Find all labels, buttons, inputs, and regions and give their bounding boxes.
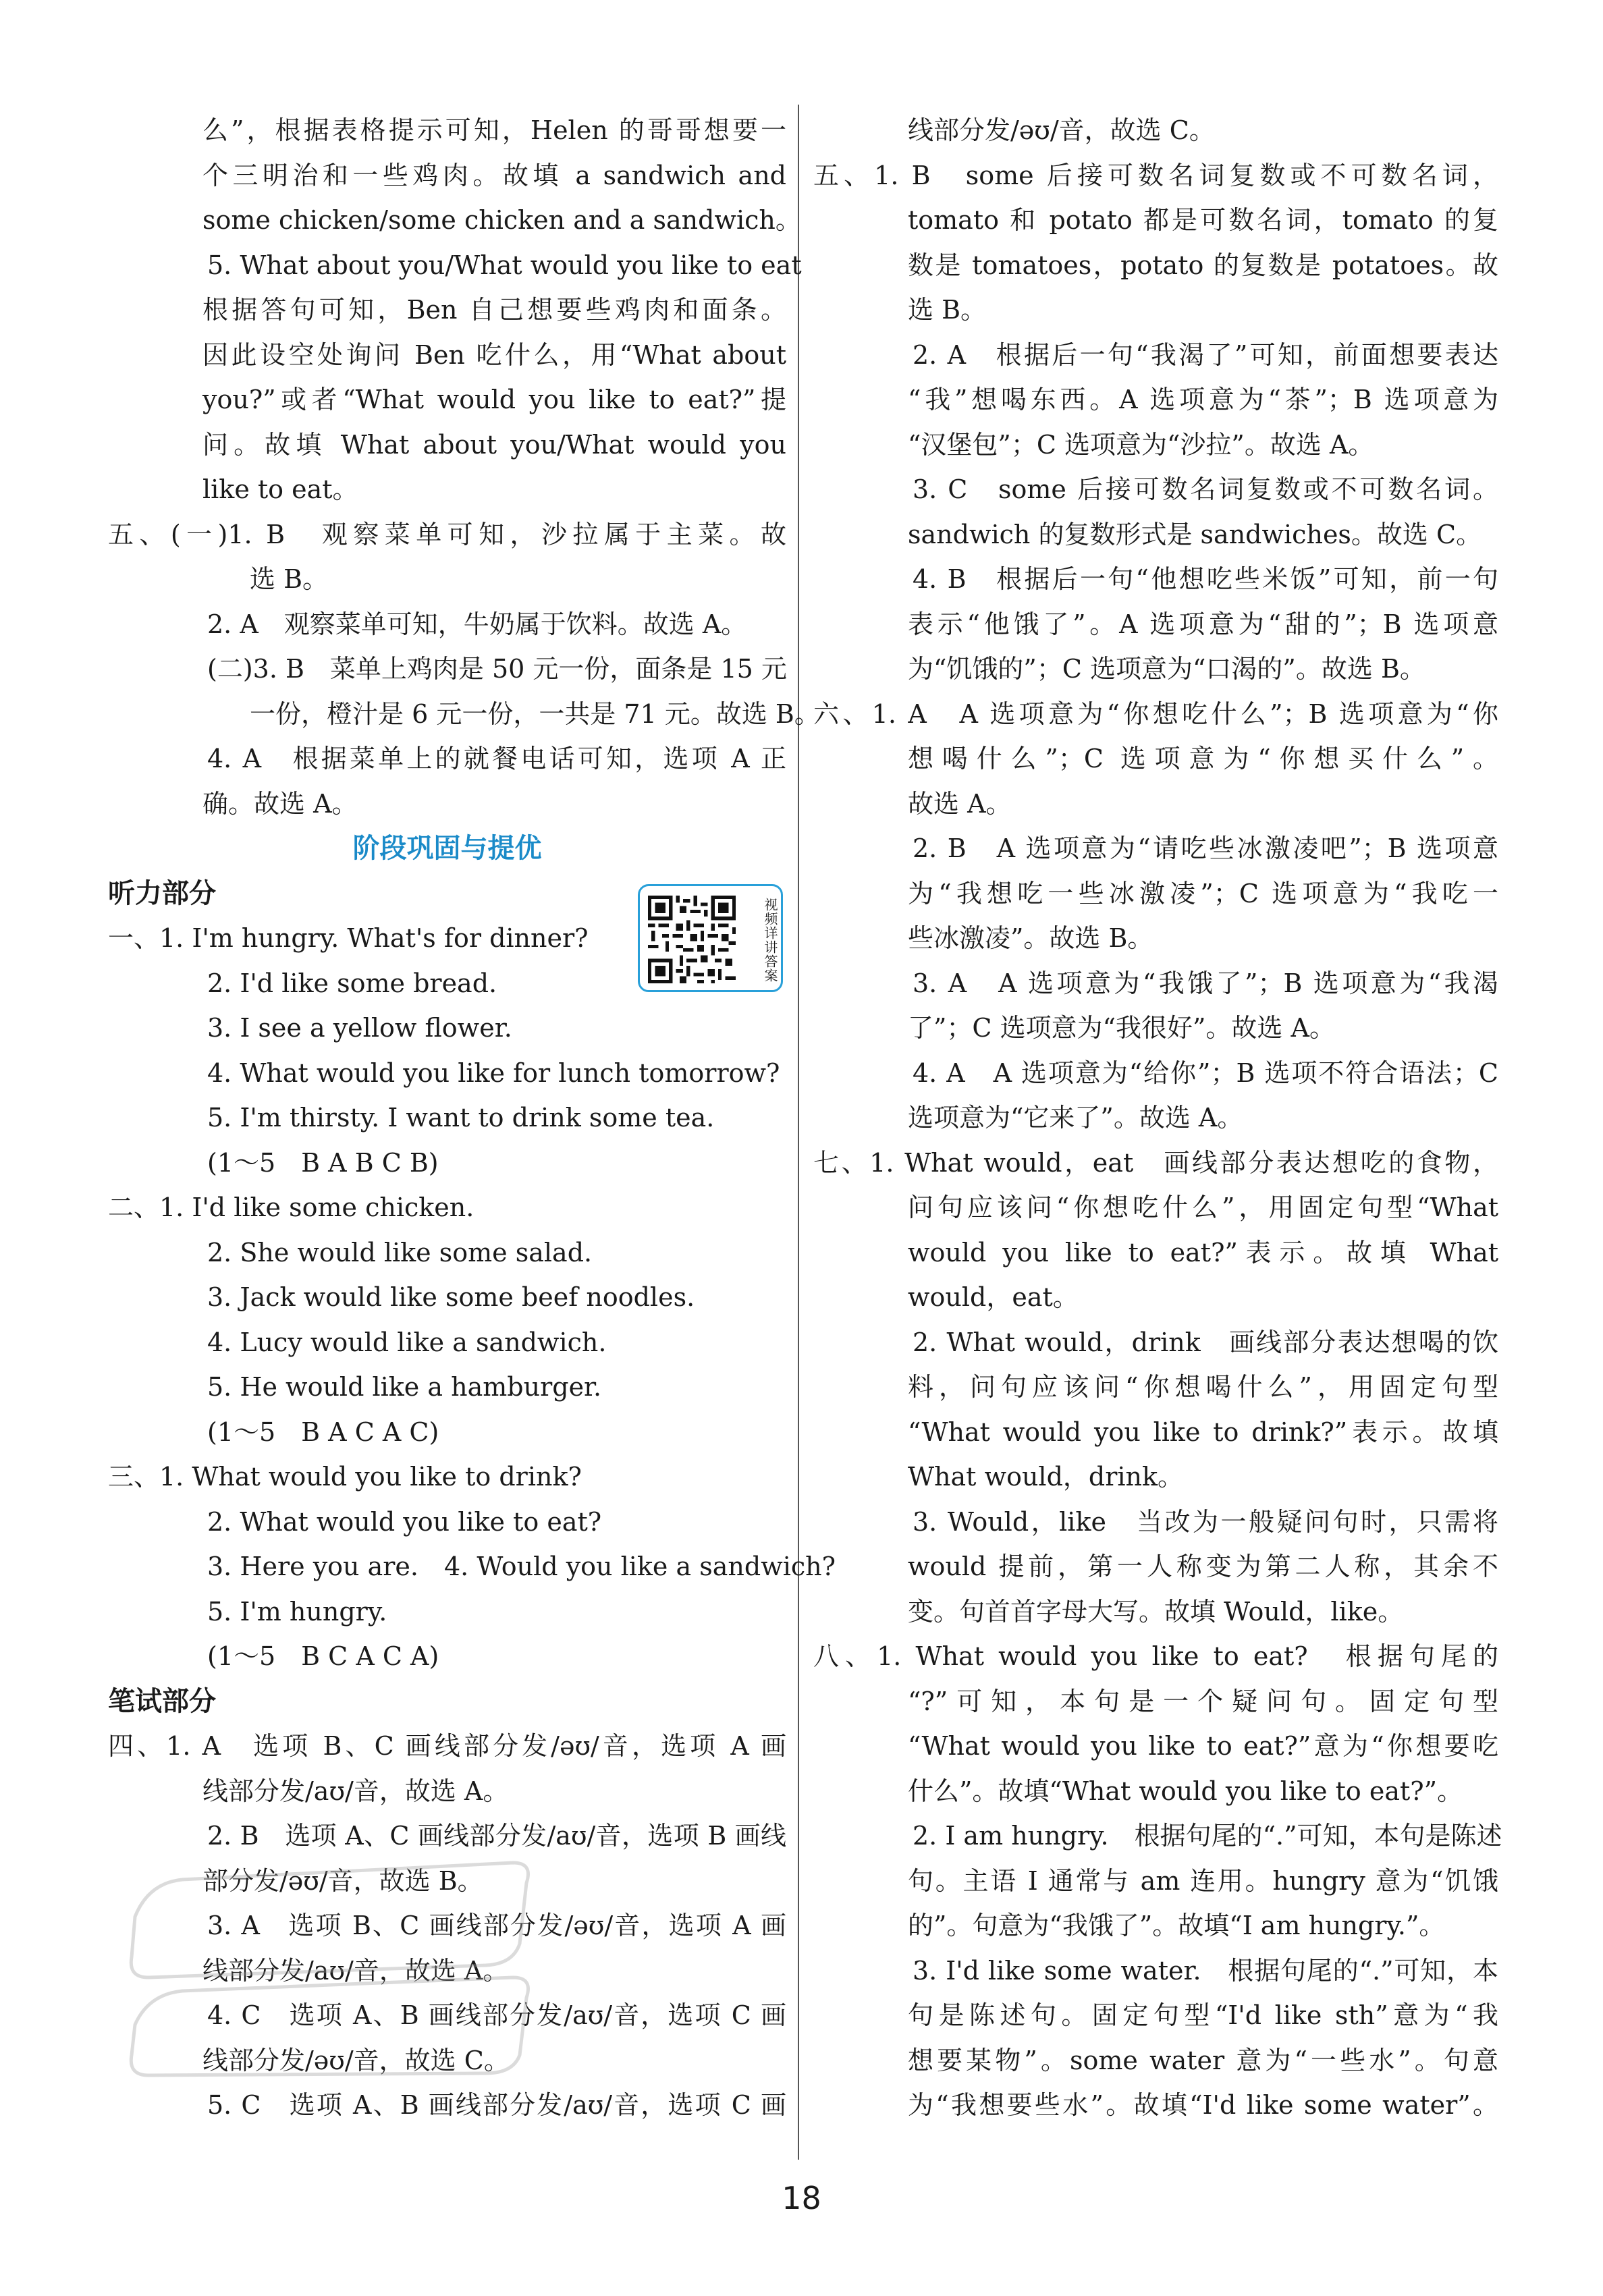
answer-line: 4. Lucy would like a sandwich. — [207, 1327, 607, 1357]
answer-line: 3. I'd like some water. 根据句尾的“.”可知，本 — [913, 1955, 1498, 1986]
answer-line: 五、(一)1. B 观察菜单可知，沙拉属于主菜。故 — [108, 519, 786, 549]
answer-line: 什么”。故填“What would you like to eat?”。 — [908, 1776, 1463, 1806]
answer-line: would，eat。 — [908, 1282, 1079, 1312]
answer-line: 个三明治和一些鸡肉。故填 a sandwich and — [202, 160, 786, 190]
answer-line: 一份，橙汁是 6 元一份，一共是 71 元。故选 B。 — [250, 699, 820, 729]
answer-line: 3. A A 选项意为“我饿了”；B 选项意为“我渴 — [913, 968, 1498, 998]
answer-line: 二、1. I'd like some chicken. — [108, 1193, 474, 1222]
answer-line: 3. Jack would like some beef noodles. — [207, 1282, 695, 1312]
answer-line: (二)3. B 菜单上鸡肉是 50 元一份，面条是 15 元 — [207, 654, 787, 684]
answer-line: “?”可知，本句是一个疑问句。固定句型 — [908, 1686, 1498, 1716]
answer-line: 句是陈述句。固定句型“I'd like sth”意为“我 — [908, 2000, 1498, 2030]
qr-code-icon[interactable] — [648, 896, 736, 983]
answer-line: 3. A 选项 B、C 画线部分发/əʊ/音，选项 A 画 — [207, 1911, 786, 1940]
answer-line: would you like to eat?”表示。故填 What — [908, 1237, 1498, 1267]
answer-line: you?”或者“What would you like to eat?”提 — [202, 385, 786, 414]
section-heading: 笔试部分 — [108, 1685, 216, 1717]
answer-line: 3. C some 后接可数名词复数或不可数名词。 — [913, 474, 1498, 504]
answer-line: “What would you like to drink?”表示。故填 — [908, 1417, 1498, 1447]
answer-line: 变。句首首字母大写。故填 Would，like。 — [908, 1596, 1404, 1627]
answer-line: 为“饥饿的”；C 选项意为“口渴的”。故选 B。 — [908, 654, 1425, 684]
answer-line: 线部分发/aʊ/音，故选 A。 — [202, 1955, 509, 1986]
answer-line: 些冰激凌”。故选 B。 — [908, 923, 1153, 953]
answer-line: 三、1. What would you like to drink? — [108, 1462, 582, 1492]
answer-line: What would，drink。 — [908, 1462, 1184, 1492]
answer-line: 五、1. B some 后接可数名词复数或不可数名词， — [813, 160, 1498, 190]
answer-line: 2. She would like some salad. — [207, 1237, 593, 1267]
answer-line: “汉堡包”；C 选项意为“沙拉”。故选 A。 — [908, 429, 1374, 460]
answer-line: 2. I'd like some bread. — [207, 968, 497, 998]
answer-line: “What would you like to eat?”意为“你想要吃 — [908, 1731, 1498, 1761]
answer-line: 了”；C 选项意为“我很好”。故选 A。 — [908, 1013, 1335, 1043]
qr-label: 视频详讲答案 — [762, 898, 778, 983]
answer-line: 2. B 选项 A、C 画线部分发/aʊ/音，选项 B 画线 — [207, 1821, 786, 1851]
answer-line: 5. I'm hungry. — [207, 1596, 387, 1627]
answer-line: 线部分发/əʊ/音，故选 C。 — [908, 115, 1215, 145]
answer-line: 4. B 根据后一句“他想吃些米饭”可知，前一句 — [913, 564, 1498, 594]
answer-line: 为“我想吃一些冰激凌”；C 选项意为“我吃一 — [908, 878, 1498, 908]
answer-line: 5. C 选项 A、B 画线部分发/aʊ/音，选项 C 画 — [207, 2090, 786, 2120]
section-heading: 听力部分 — [108, 877, 216, 909]
answer-line: 2. B A 选项意为“请吃些冰激凌吧”；B 选项意 — [913, 833, 1498, 863]
answer-line: 4. A 根据菜单上的就餐电话可知，选项 A 正 — [207, 744, 786, 773]
answer-line: “我”想喝东西。A 选项意为“茶”；B 选项意为 — [908, 385, 1498, 414]
answer-line: 根据答句可知，Ben 自己想要些鸡肉和面条。 — [202, 295, 786, 325]
answer-line: 2. I am hungry. 根据句尾的“.”可知，本句是陈述 — [913, 1821, 1502, 1851]
answer-line: 么”，根据表格提示可知，Helen 的哥哥想要一 — [202, 115, 786, 145]
answer-line: 句。主语 I 通常与 am 连用。hungry 意为“饥饿 — [908, 1865, 1498, 1896]
answer-line: 5. He would like a hamburger. — [207, 1372, 602, 1402]
answer-line: 3. Would，like 当改为一般疑问句时，只需将 — [913, 1506, 1498, 1537]
answer-line: 4. What would you like for lunch tomorrow? — [207, 1058, 780, 1088]
answer-line: 5. I'm thirsty. I want to drink some tea. — [207, 1103, 715, 1132]
answer-line: 六、1. A A 选项意为“你想吃什么”；B 选项意为“你 — [813, 699, 1498, 729]
answer-line: like to eat。 — [202, 474, 358, 504]
answer-line: 八、1. What would you like to eat? 根据句尾的 — [813, 1641, 1498, 1671]
answer-line: 线部分发/əʊ/音，故选 C。 — [202, 2045, 510, 2075]
answer-line: would 提前，第一人称变为第二人称，其余不 — [908, 1552, 1498, 1581]
answer-line: 部分发/əʊ/音，故选 B。 — [202, 1865, 483, 1896]
answer-line: 问句应该问“你想吃什么”，用固定句型“What — [908, 1193, 1498, 1222]
answer-line: 2. A 根据后一句“我渴了”可知，前面想要表达 — [913, 339, 1498, 370]
answer-line: 一、1. I'm hungry. What's for dinner? — [108, 923, 589, 953]
answer-line: 4. C 选项 A、B 画线部分发/aʊ/音，选项 C 画 — [207, 2000, 786, 2030]
answer-line: (1～5 B C A C A) — [207, 1641, 439, 1671]
answer-line: 料，问句应该问“你想喝什么”，用固定句型 — [908, 1372, 1498, 1402]
answer-line: sandwich 的复数形式是 sandwiches。故选 C。 — [908, 519, 1482, 549]
answer-line: 七、1. What would，eat 画线部分表达想吃的食物， — [813, 1147, 1498, 1178]
answer-line: 线部分发/aʊ/音，故选 A。 — [202, 1776, 509, 1806]
answer-line: tomato 和 potato 都是可数名词，tomato 的复 — [908, 205, 1498, 235]
answer-line: 选 B。 — [250, 564, 329, 594]
answer-line: (1～5 B A C A C) — [207, 1417, 439, 1447]
answer-line: 5. What about you/What would you like to eat — [207, 250, 802, 280]
video-qr-badge[interactable] — [638, 884, 783, 992]
answer-line: 确。故选 A。 — [202, 788, 358, 819]
answer-line: 表示“他饿了”。A 选项意为“甜的”；B 选项意 — [908, 609, 1498, 639]
answer-line: 因此设空处询问 Ben 吃什么，用“What about — [202, 339, 786, 370]
answer-line: 选 B。 — [908, 295, 987, 325]
section-banner: 阶段巩固与提优 — [352, 833, 542, 864]
answer-line: 想要某物”。some water 意为“一些水”。句意 — [908, 2045, 1498, 2075]
answer-line: 为“我想要些水”。故填“I'd like some water”。 — [908, 2090, 1498, 2120]
page-number: 18 — [782, 2180, 821, 2216]
answer-line: 4. A A 选项意为“给你”；B 选项不符合语法；C — [913, 1058, 1498, 1088]
answer-line: some chicken/some chicken and a sandwich。 — [202, 205, 801, 235]
answer-line: 问。故填 What about you/What would you — [202, 429, 786, 460]
answer-line: 选项意为“它来了”。故选 A。 — [908, 1103, 1243, 1132]
answer-line: 的”。句意为“我饿了”。故填“I am hungry.”。 — [908, 1911, 1445, 1940]
answer-line: (1～5 B A B C B) — [207, 1147, 439, 1178]
answer-line: 2. A 观察菜单可知，牛奶属于饮料。故选 A。 — [207, 609, 747, 639]
answer-line: 故选 A。 — [908, 788, 1012, 819]
answer-line: 想喝什么”；C 选项意为“你想买什么”。 — [908, 744, 1498, 773]
answer-line: 2. What would you like to eat? — [207, 1506, 602, 1537]
answer-line: 3. I see a yellow flower. — [207, 1013, 512, 1043]
right-column — [813, 108, 1502, 2128]
answer-line: 2. What would，drink 画线部分表达想喝的饮 — [913, 1327, 1498, 1357]
answer-line: 四、1. A 选项 B、C 画线部分发/əʊ/音，选项 A 画 — [108, 1731, 786, 1761]
answer-line: 3. Here you are. 4. Would you like a sandwich? — [207, 1552, 836, 1581]
answer-line: 数是 tomatoes，potato 的复数是 potatoes。故 — [908, 250, 1498, 280]
column-divider — [798, 105, 799, 2160]
watermark-logo — [108, 1660, 540, 2079]
